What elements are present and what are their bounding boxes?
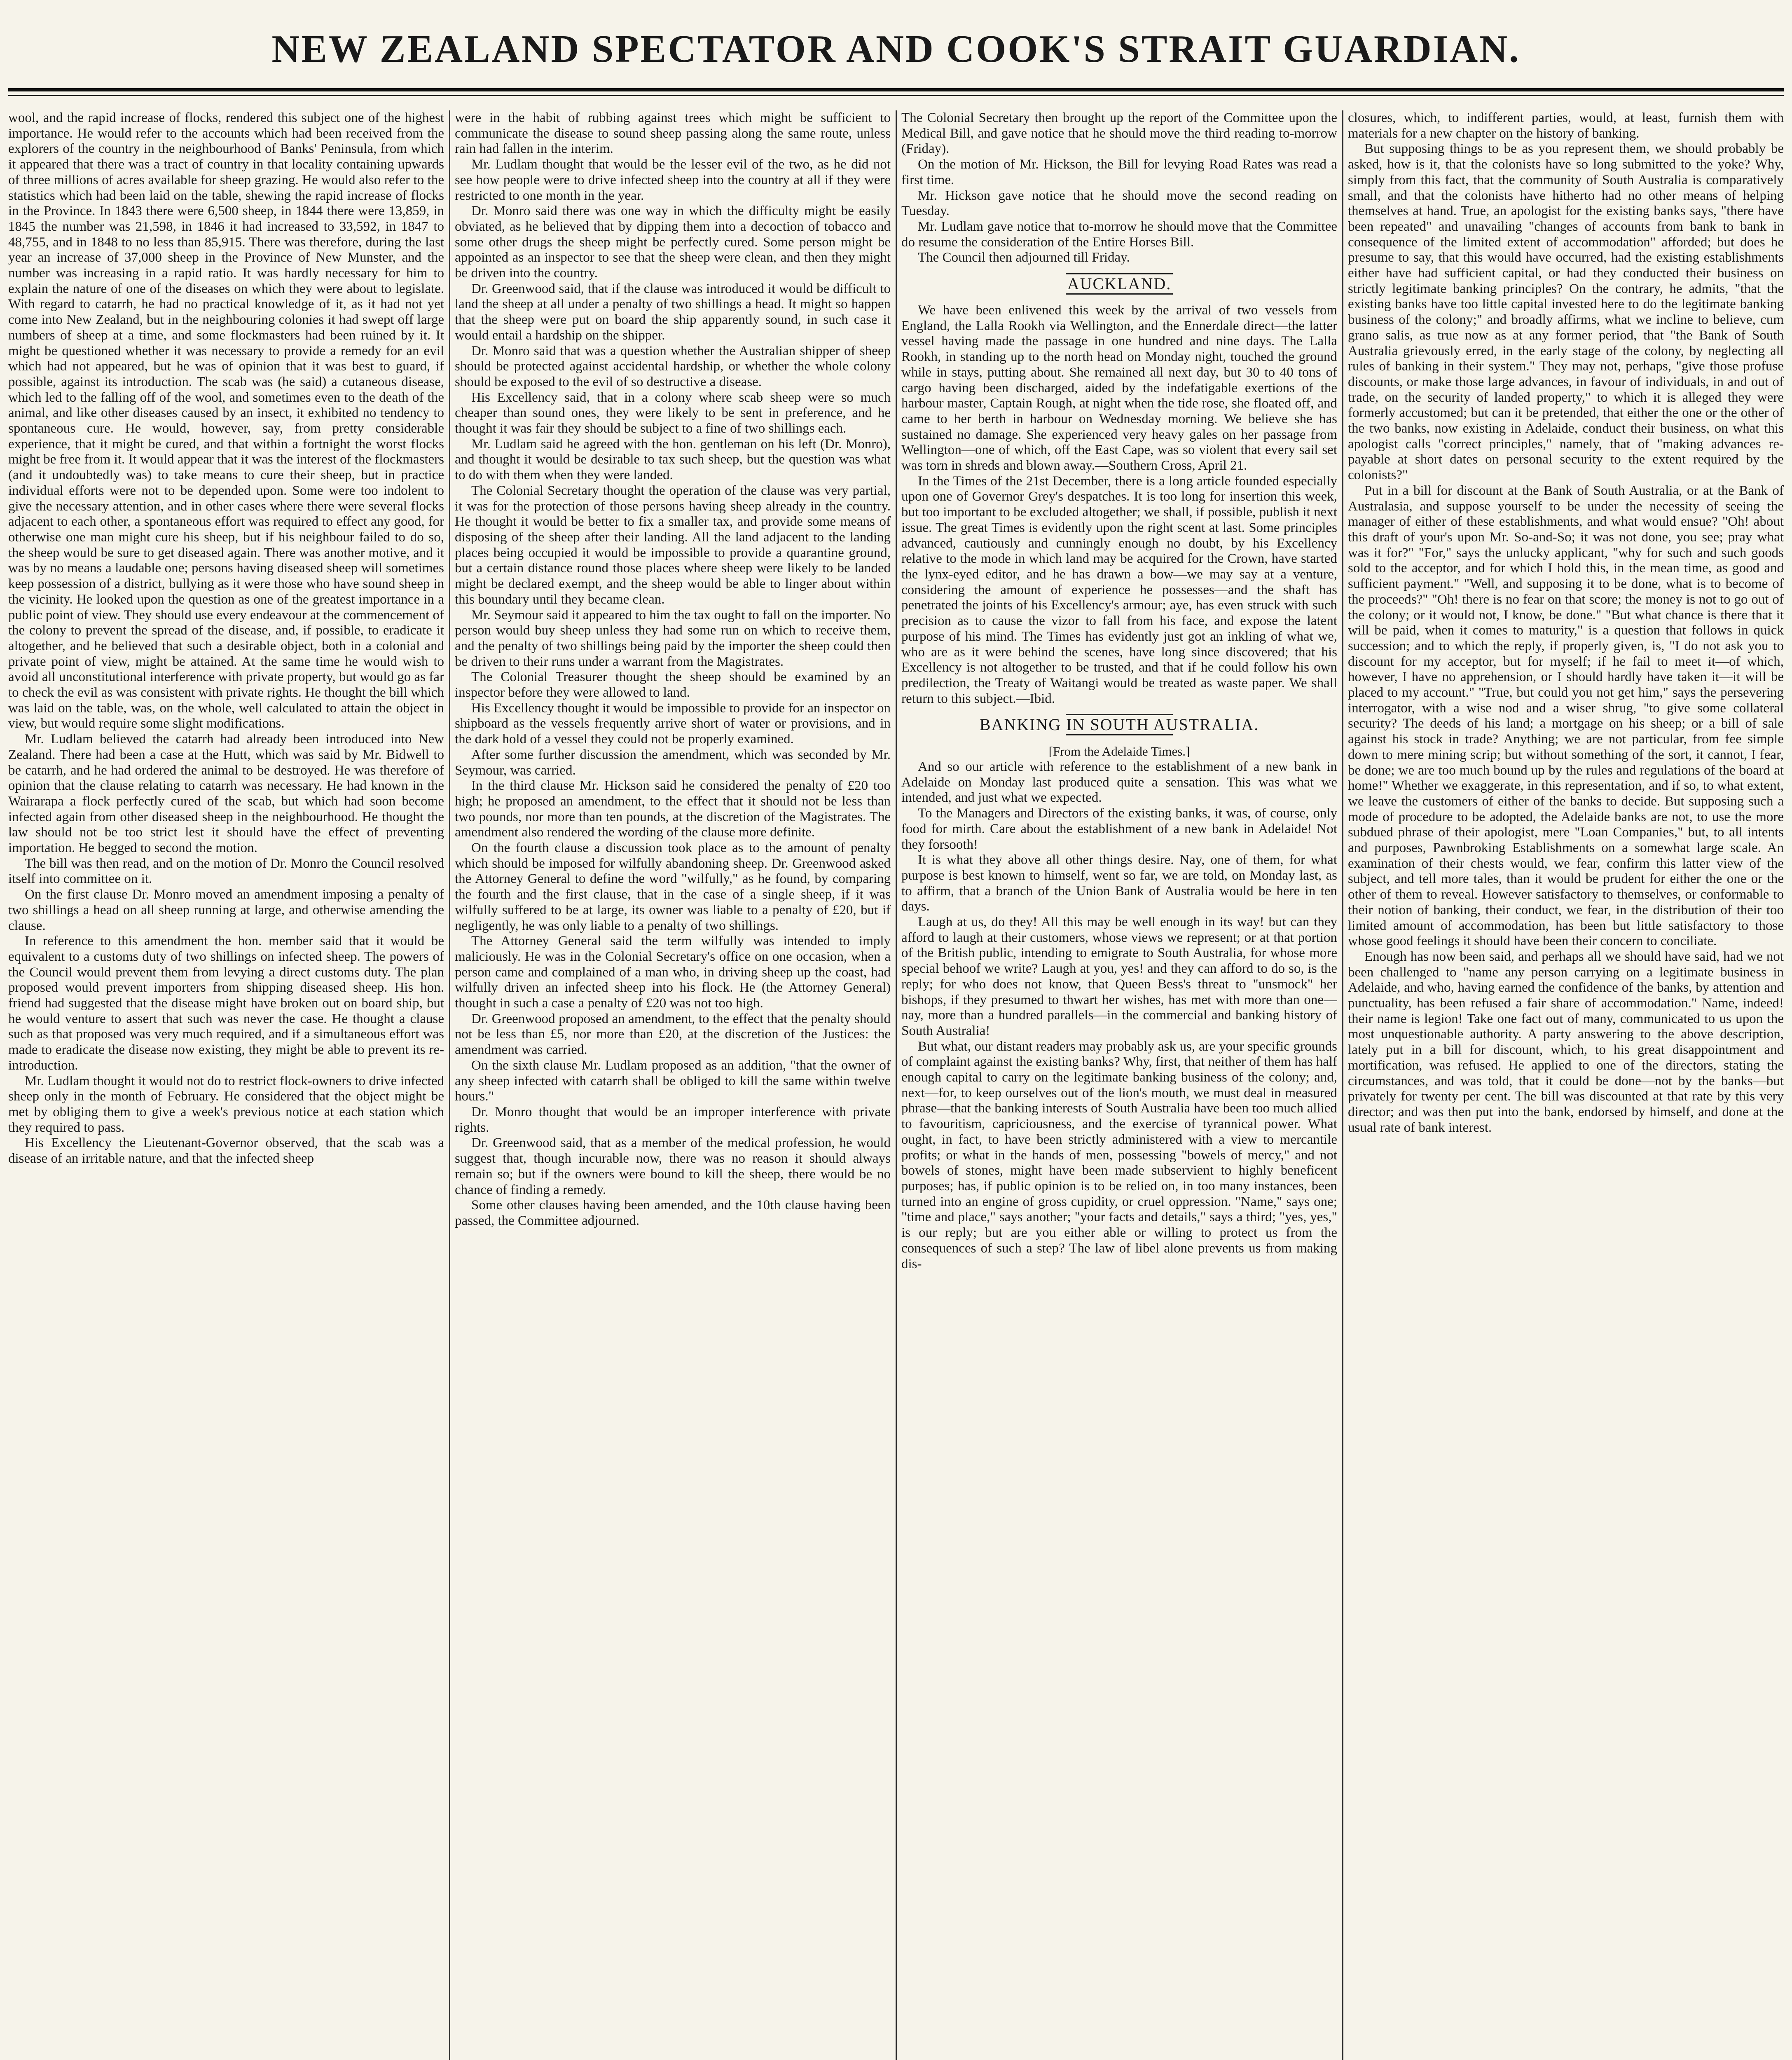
article-paragraph: It is what they above all other things desire. Nay, one of them, for what purpose is best known to himself, went so far, we are told, on Monday last, as to affirm, that a branch of the Union Bank of Australia would be here in ten days. (901, 852, 1337, 914)
article-paragraph: To the Managers and Directors of the existing banks, it was, of course, only food for mirth. Care about the establishment of a new bank in Adelaide! Not they forsooth! (901, 806, 1337, 852)
column-2 (455, 110, 891, 2060)
masthead (8, 26, 1784, 80)
article-paragraph: closures, which, to indifferent parties, would, at least, furnish them with materials for a new chapter on the history of banking. (1348, 110, 1784, 141)
article-paragraph: Mr. Ludlam thought that would be the lesser evil of the two, as he did not see how people were to drive infected sheep into the country at all if they were restricted to one month in the year. (455, 157, 891, 203)
article-paragraph: And so our article with reference to the establishment of a new bank in Adelaide on Monday last produced quite a sensation. This was what we intended, and just what we expected. (901, 759, 1337, 805)
masthead-rule-thick (8, 88, 1784, 91)
column-divider (449, 110, 450, 2060)
column-divider (896, 110, 897, 2060)
article-paragraph: The Colonial Treasurer thought the sheep should be examined by an inspector before they were allowed to land. (455, 670, 891, 700)
column-divider (1342, 110, 1343, 2060)
article-paragraph: Dr. Monro said there was one way in which the difficulty might be easily obviated, as he believed that by dipping them into a decoction of tobacco and some other drugs the sheep might be perfectly cured. Some person might be appointed as an inspector to see that the sheep were clean, and then they might be driven into the country. (455, 204, 891, 281)
article-paragraph: His Excellency thought it would be impossible to provide for an inspector on shipboard as the vessels frequently arrive short of water or provisions, and in the dark hold of a vessel they could not be properly examined. (455, 700, 891, 747)
masthead-title: NEW ZEALAND SPECTATOR AND COOK'S STRAIT GUARDIAN. (271, 28, 1521, 70)
article-paragraph: We have been enlivened this week by the arrival of two vessels from England, the Lalla Rookh via Wellington, and the Ennerdale direct—the latter vessel having made the passage in one hundred and nine days. The Lalla Rookh, in standing up to the north head on Monday night, touched the ground while in stays, putting about. She remained all next day, but 30 to 40 tons of cargo having been discharged, aided by the indefatigable exertions of the harbour master, Captain Rough, at night when the tide rose, she floated off, and came to her berth in harbour on Wednesday morning. We believe she has sustained no damage. She experienced very heavy gales on her passage from Wellington—one of which, off the East Cape, was so violent that every sail set was torn in shreds and blown away.—Southern Cross, April 21. (901, 303, 1337, 473)
column-1 (8, 110, 444, 2060)
section-heading: AUCKLAND. (1067, 274, 1172, 293)
section-rule (1066, 734, 1173, 735)
section-rule (1066, 293, 1173, 295)
article-paragraph: Mr. Ludlam said he agreed with the hon. gentleman on his left (Dr. Monro), and thought it would be desirable to tax such sheep, but the question was what to do with them when they were landed. (455, 436, 891, 483)
column-4 (1348, 110, 1784, 2060)
article-paragraph: Laugh at us, do they! All this may be well enough in its way! but can they afford to laugh at their customers, whose views we represent; or at that portion of the British public, intending to emigrate to South Australia, for whose more special behoof we write? Laugh at you, yes! and they can afford to do so, is the reply; for who does not know, that Queen Bess's threat to "unsmock" her bishops, if they presumed to thwart her wishes, has met with more than one—nay, more than a hundred parallels—in the commercial and banking history of South Australia! (901, 915, 1337, 1038)
article-paragraph: But supposing things to be as you represent them, we should probably be asked, how is it, that the colonists have so long submitted to the yoke? Why, simply from this fact, that the community of South Australia is comparatively small, and that the colonists have hitherto had no other means of helping themselves at hand. True, an apologist for the existing banks says, "there have been repeated" and unavailing "changes of accounts from bank to bank in consequence of the limited extent of accommodation" afforded; but does he presume to say, that this would have occurred, had the existing establishments either have had sufficient capital, or had they conducted their business on strictly legitimate banking principles? On the contrary, he admits, "that the existing banks have too little capital invested here to do the legitimate banking business of the colony;" and broadly affirms, what we incline to believe, cum grano salis, as true now as at any former period, that "the Bank of South Australia grievously erred, in the early stage of the colony, by neglecting all rules of banking in their system." They may not, perhaps, "give those profuse discounts, or make those large advances, in favour of individuals, in and out of trade, on the security of landed property," to which it is alleged they were formerly accustomed; but can it be pretended, that either the one or the other of the two banks, now existing in Adelaide, conduct their business, on what this apologist calls "correct principles," namely, that of "making advances re-payable at short dates on personal security to the extent required by the colonists?" (1348, 141, 1784, 483)
article-paragraph: Dr. Greenwood said, that as a member of the medical profession, he would suggest that, though incurable now, there was no reason it should always remain so; but if the owners were bound to kill the sheep, there would be no chance of finding a remedy. (455, 1135, 891, 1197)
article-source: [From the Adelaide Times.] (1048, 744, 1190, 759)
article-paragraph: Mr. Hickson gave notice that he should move the second reading on Tuesday. (901, 188, 1337, 219)
article-paragraph: On the motion of Mr. Hickson, the Bill for levying Road Rates was read a first time. (901, 157, 1337, 187)
article-paragraph: But what, our distant readers may probably ask us, are your specific grounds of complaint against the existing banks? Why, first, that neither of them has half enough capital to carry on the legitimate banking business of the colony; and, next—for, to keep ourselves out of the lion's mouth, we must deal in measured phrase—that the banking interests of South Australia have been too much allied to favouritism, capriciousness, and the exercise of tyrannical power. What ought, in fact, to have been strictly administered with a view to mercantile profits; or what in the hands of men, possessing "bowels of mercy," and not bowels of stones, might have been made subservient to highly beneficent purposes; has, if public opinion is to be relied on, in too many instances, been turned into an engine of gross cupidity, or cruel oppression. "Name," says one; "time and place," says another; "your facts and details," says a third; "yes, yes," is our reply; but are you either able or willing to protect us from the consequences of such a step? The law of libel alone prevents us from making dis- (901, 1039, 1337, 1271)
article-paragraph: Mr. Seymour said it appeared to him the tax ought to fall on the importer. No person would buy sheep unless they had some run on which to receive them, and the penalty of two shillings being paid by the importer the sheep could then be driven to their runs under a warrant from the Magistrates. (455, 607, 891, 669)
article-paragraph: The Colonial Secretary thought the operation of the clause was very partial, it was for the protection of those persons having sheep already in the country. He thought it would be better to fix a smaller tax, and provide some means of disposing of the sheep after their landing. All the land adjacent to the landing places being occupied it would be impossible to provide a quarantine ground, but a certain distance round those places where sheep were likely to be landed might be declared exempt, and the sheep would be able to linger about within this boundary until they became clean. (455, 483, 891, 607)
article-paragraph: His Excellency the Lieutenant-Governor observed, that the scab was a disease of an irritable nature, and that the infected sheep (8, 1135, 444, 1166)
article-paragraph: The Attorney General said the term wilfully was intended to imply maliciously. He was in the Colonial Secretary's office on one occasion, when a person came and complained of a man who, in driving sheep up the coast, had wilfully driven an infected sheep into his flock. He (the Attorney General) thought in such a case a penalty of £20 was not too high. (455, 934, 891, 1011)
article-paragraph: wool, and the rapid increase of flocks, rendered this subject one of the highest importance. He would refer to the accounts which had been received from the explorers of the country in the neighbourhood of Banks' Peninsula, from which it appeared that there was a tract of country in that locality containing upwards of three millions of acres available for sheep grazing. He would also refer to the statistics which had been laid on the table, shewing the rapid increase of flocks in the Province. In 1843 there were 6,500 sheep, in 1844 there were 13,859, in 1845 the number was 21,598, in 1846 it had increased to 33,592, in 1847 to 48,755, and in 1848 to no less than 85,915. There was therefore, during the last year an increase of 37,000 sheep in the Province of New Munster, and the number was increasing in a rapid ratio. It was hardly necessary for him to explain the nature of one of the diseases on which they were about to legislate. With regard to catarrh, he had no practical knowledge of it, as it had not yet come into New Zealand, but in the neighbouring colonies it had swept off large numbers of sheep at a time, and some flockmasters had been ruined by it. It might be questioned whether it was necessary to provide a remedy for an evil which had not appeared, but he was of opinion that it was best to guard, if possible, against its introduction. The scab was (he said) a cutaneous disease, which led to the falling off of the wool, and sometimes even to the death of the animal, and like other diseases caused by an insect, it exhibited no tendency to spontaneous cure. He would, however, say, from pretty considerable experience, that it might be cured, and that within a fortnight the worst flocks might be free from it. It would appear that it was the interest of the flockmasters (and it undoubtedly was) to take means to cure their sheep, but in practice individual efforts were not to be depended upon. Some were too indolent to give the necessary attention, and in other cases where there were several flocks adjacent to each other, a spontaneous effort was required to effect any good, for otherwise one man might cure his sheep, but if his neighbour failed to do so, the sheep would be sure to get diseased again. There was another motive, and it was by no means a laudable one; persons having diseased sheep will sometimes keep possession of a district, bullying as it were those who have sound sheep in the vicinity. He looked upon the question as one of the greatest importance in a public point of view. They should use every endeavour at the commencement of the colony to prevent the spread of the disease, and, if possible, to eradicate it altogether, and he believed that such a desirable object, both in a colonial and private point of view, might be attained. At the same time he would wish to avoid all unconstitutional interference with private property, but would go as far to check the evil as was consistent with private rights. He thought the bill which was laid on the table, was, on the whole, well calculated to attain the object in view, but would require some slight modifications. (8, 110, 444, 731)
article-paragraph: In the third clause Mr. Hickson said he considered the penalty of £20 too high; he proposed an amendment, to the effect that it should not be less than two pounds, nor more than ten pounds, at the discretion of the Magistrates. The amendment also rendered the wording of the clause more definite. (455, 778, 891, 840)
article-paragraph: Some other clauses having been amended, and the 10th clause having been passed, the Committee adjourned. (455, 1198, 891, 1228)
article-paragraph: Dr. Monro said that was a question whether the Australian shipper of sheep should be protected against accidental hardship, or whether the whole colony should be exposed to the evil of so destructive a disease. (455, 343, 891, 389)
article-paragraph: The bill was then read, and on the motion of Dr. Monro the Council resolved itself into committee on it. (8, 856, 444, 887)
article-paragraph: In reference to this amendment the hon. member said that it would be equivalent to a customs duty of two shillings on infected sheep. The powers of the Council would prevent them from levying a direct customs duty. The plan proposed would prevent importers from shipping diseased sheep. His hon. friend had suggested that the disease might have broken out on board ship, but he would venture to assert that such was never the case. He thought a clause such as that proposed was very much required, and if a simultaneous effort was made to eradicate the disease now existing, they might be able to prevent its re-introduction. (8, 934, 444, 1073)
article-paragraph: Mr. Ludlam believed the catarrh had already been introduced into New Zealand. There had been a case at the Hutt, which was said by Mr. Bidwell to be catarrh, and he had ordered the animal to be destroyed. He was therefore of opinion that the clause relating to catarrh was necessary. He had known in the Wairarapa a flock perfectly cured of the scab, but which had soon become infected again from other diseased sheep in the neighbourhood. He thought the law should not be too strict lest it should have the effect of preventing importation. He begged to second the motion. (8, 732, 444, 856)
article-paragraph: Put in a bill for discount at the Bank of South Australia, or at the Bank of Australasia, and suppose yourself to be under the necessity of seeing the manager of either of these establishments, and what would ensue? "Oh! about this draft of your's upon Mr. So-and-So; it was not done, you see; pray what was it for?" "For," says the unlucky applicant, "why for such and such goods sold to the acceptor, and for which I hold this, in the mean time, as good and sufficient payment." "Well, and supposing it to be done, what is to become of the proceeds?" "Oh! there is no fear on that score; the money is not to go out of the colony; or it would not, I know, be done." "But what chance is there that it will be paid, when it comes to maturity," is a question that follows in quick succession; and to which the reply, if properly given, is, "I do not ask you to discount for my acceptor, but for myself; if he fail to meet it—of which, however, I have no apprehension, or I should hardly have taken it—it will be placed to my account." "True, but could you not get him," says the persevering interrogator, with a wise nod and a wiser shrug, "to give some collateral security? The deeds of his land; a mortgage on his sheep; or a bill of sale against his stock in trade? Anything; we are not particular, from fee simple down to mere mining scrip; but without something of the sort, it cannot, I fear, be done; we are too much bound up by the rules and regulations of the board at home!" Whether we exaggerate, in this representation, and if so, to what extent, we leave the customers of either of the banks to decide. But supposing such a mode of procedure to be adopted, the Adelaide banks are not, to use the more subdued phrase of their apologist, mere "Loan Companies," but, to all intents and purposes, Pawnbroking Establishments on a somewhat large scale. An examination of their chests would, we fear, confirm this latter view of the subject, and tell more tales, than it would be prudent for either the one or the other of them to reveal. However satisfactory to themselves, or conformable to their notion of banking, their conduct, we fear, in the distribution of their too limited amount of accommodation, has been but little satisfactory to those whose good feelings it should have been their concern to conciliate. (1348, 483, 1784, 949)
article-paragraph: Mr. Ludlam gave notice that to-morrow he should move that the Committee do resume the consideration of the Entire Horses Bill. (901, 219, 1337, 250)
masthead-rule-thin (8, 95, 1784, 96)
article-paragraph: Mr. Ludlam thought it would not do to restrict flock-owners to drive infected sheep only in the month of February. He considered that the object might be met by obliging them to give a week's previous notice at each station which they required to pass. (8, 1073, 444, 1135)
article-paragraph: Enough has now been said, and perhaps all we should have said, had we not been challenged to "name any person carrying on a legitimate business in Adelaide, and who, having earned the confidence of the banks, by attention and punctuality, has been refused a fair share of accommodation." Name, indeed! their name is legion! Take one fact out of many, communicated to us upon the most unquestionable authority. A party answering to the above description, lately put in a bill for discount, which, to his great disappointment and mortification, was refused. He applied to one of the directors, stating the circumstances, and was told, that it could be done—not by the banks—but privately for twenty per cent. The bill was discounted at that rate by this very director; and was then put into the bank, endorsed by himself, and done at the usual rate of bank interest. (1348, 949, 1784, 1135)
article-paragraph: His Excellency said, that in a colony where scab sheep were so much cheaper than sound ones, they were likely to be sent in preference, and he thought it was fair they should be subject to a fine of two shillings each. (455, 390, 891, 436)
article-paragraph: were in the habit of rubbing against trees which might be sufficient to communicate the disease to sound sheep passing along the same route, unless rain had fallen in the interim. (455, 110, 891, 157)
section-heading: BANKING IN SOUTH AUSTRALIA. (979, 715, 1259, 734)
article-paragraph: After some further discussion the amendment, which was seconded by Mr. Seymour, was carried. (455, 747, 891, 778)
article-paragraph: On the first clause Dr. Monro moved an amendment imposing a penalty of two shillings a head on all sheep running at large, and otherwise amending the clause. (8, 887, 444, 933)
article-paragraph: Dr. Greenwood proposed an amendment, to the effect that the penalty should not be less than £5, nor more than £20, at the discretion of the Justices: the amendment was carried. (455, 1011, 891, 1058)
article-paragraph: The Colonial Secretary then brought up the report of the Committee upon the Medical Bill, and gave notice that he should move the third reading to-morrow (Friday). (901, 110, 1337, 157)
newspaper-page (8, 0, 1784, 2060)
article-paragraph: On the sixth clause Mr. Ludlam proposed as an addition, "that the owner of any sheep infected with catarrh shall be obliged to kill the same within twelve hours." (455, 1058, 891, 1104)
article-paragraph: On the fourth clause a discussion took place as to the amount of penalty which should be imposed for wilfully abandoning sheep. Dr. Greenwood asked the Attorney General to define the word "wilfully," as he found, by comparing the fourth and the first clause, that in the case of a single sheep, if it was wilfully suffered to be at large, its owner was liable to a penalty of £20, but if negligently, he was only liable to a penalty of two shillings. (455, 840, 891, 933)
article-paragraph: Dr. Monro thought that would be an improper interference with private rights. (455, 1105, 891, 1135)
column-3 (901, 110, 1337, 2060)
article-paragraph: In the Times of the 21st December, there is a long article founded especially upon one of Governor Grey's despatches. It is too long for insertion this week, but too important to be excluded altogether; we shall, if possible, publish it next issue. The great Times is evidently upon the right scent at last. Some principles advanced, cautiously and cunningly enough no doubt, by his Excellency relative to the mode in which land may be acquired for the Crown, have started the lynx-eyed editor, and he has drawn a bow—we may say at a venture, considering the amount of experience he possesses—and the shaft has penetrated the joints of his Excellency's armour; aye, has even struck with such precision as to cause the vizor to fall from his face, and expose the latent purpose of his mind. The Times has evidently just got an inkling of what we, who are as it were behind the scenes, have long since discovered; that his Excellency is not altogether to be trusted, and that if he could follow his own predilection, the Treaty of Waitangi would be treated as waste paper. We shall return to this subject.—Ibid. (901, 473, 1337, 706)
article-paragraph: Dr. Greenwood said, that if the clause was introduced it would be difficult to land the sheep at all under a penalty of two shillings a head. It might so happen that the sheep were put on board the ship apparently sound, in such case it would entail a hardship on the shipper. (455, 281, 891, 343)
article-paragraph: The Council then adjourned till Friday. (918, 250, 1130, 265)
